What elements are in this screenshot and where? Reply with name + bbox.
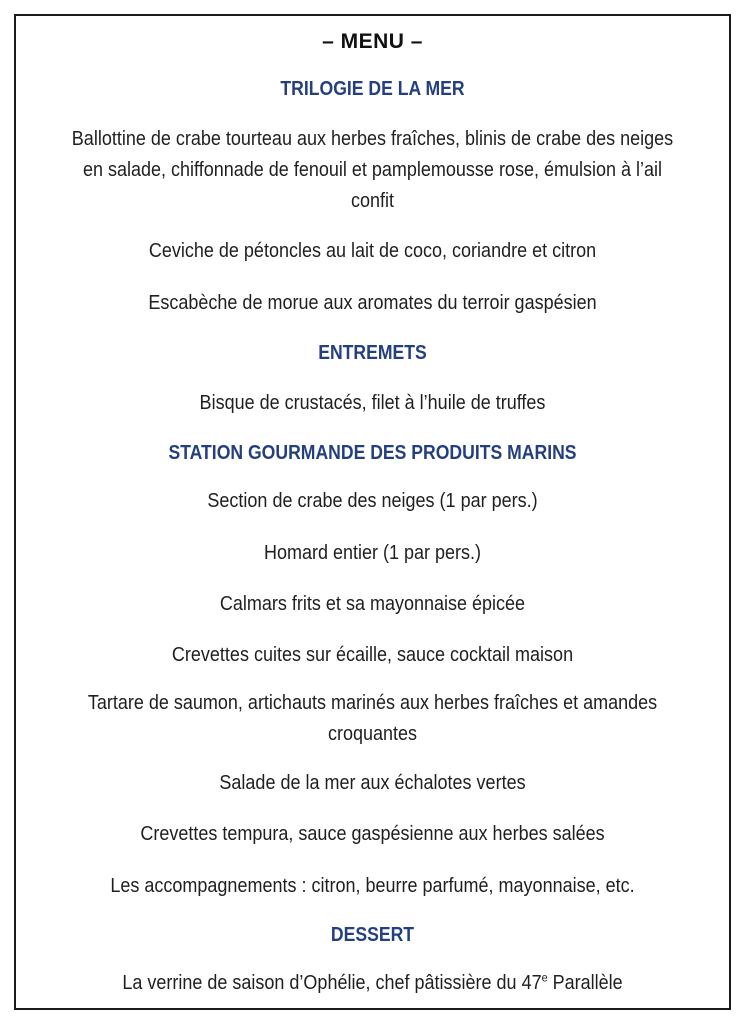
menu-item: Section de crabe des neiges (1 par pers.) [207, 490, 538, 512]
menu-item: Escabèche de morue aux aromates du terroir gaspésien [148, 292, 597, 314]
dessert-item-text-end: Parallèle [547, 972, 623, 994]
section-heading-entremets: ENTREMETS [318, 342, 427, 364]
menu-item: Homard entier (1 par pers.) [263, 542, 482, 564]
section-heading-station-gourmande: STATION GOURMANDE DES PRODUITS MARINS [168, 442, 577, 464]
dessert-item [70, 968, 676, 999]
menu-item: Salade de la mer aux échalotes vertes [219, 772, 526, 794]
menu-card [14, 14, 731, 1010]
menu-item: Crevettes cuites sur écaille, sauce cocktail maison [171, 644, 574, 666]
menu-title: – MENU – [322, 30, 423, 53]
menu-item: Ceviche de pétoncles au lait de coco, coriandre et citron [148, 240, 597, 262]
menu-item: Bisque de crustacés, filet à l’huile de truffes [199, 392, 546, 414]
section-heading-trilogie: TRILOGIE DE LA MER [280, 78, 465, 100]
menu-item: Calmars frits et sa mayonnaise épicée [219, 593, 526, 615]
dessert-item-text: La verrine de saison d’Ophélie, chef pâtissière du 47 [122, 972, 542, 994]
menu-item: Les accompagnements : citron, beurre parfumé, mayonnaise, etc. [110, 875, 635, 897]
menu-item: Tartare de saumon, artichauts marinés aux herbes fraîches et amandes croquantes [87, 692, 658, 745]
menu-item: Ballottine de crabe tourteau aux herbes fraîches, blinis de crabe des neiges en salade, chiffonnade de fenouil et pamplemousse rose, émulsion à l’ail confit [71, 128, 674, 212]
superscript-e: e [541, 970, 548, 985]
section-heading-dessert: DESSERT [330, 924, 415, 946]
menu-item: Crevettes tempura, sauce gaspésienne aux herbes salées [140, 823, 605, 845]
